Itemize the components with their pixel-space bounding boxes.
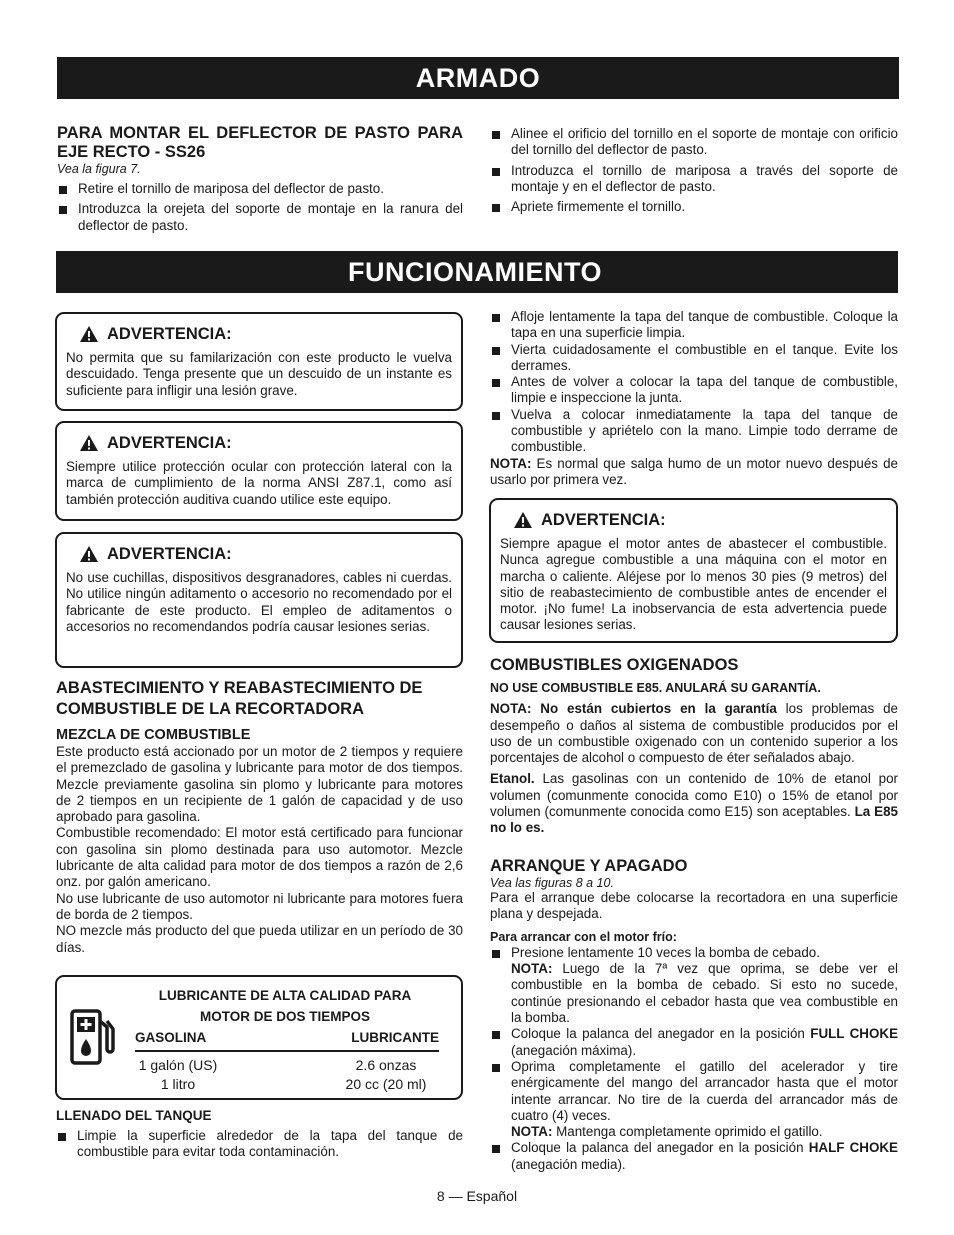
frio-step-2-bold: FULL CHOKE	[810, 1026, 899, 1042]
list-item: Apriete firmemente el tornillo.	[490, 199, 898, 215]
warning-text: No permita que su familarización con este producto le vuelva descuidado. Tenga presente que un descuido de un instante es suficiente para infligir una lesión grave.	[66, 350, 452, 398]
mezcla-paragraph-1: Este producto está accionado por un motor de 2 tiempos y requiere el premezclado de gasolina y lubricante para motor de dos tiempos. Mezcle previamente gasolina sin plomo y lubricante para motores de 2 tiempos en un recipiente de 1 galón de capacidad y de uso aprobado para gasolina.	[56, 744, 463, 825]
mezcla-paragraph-2: Combustible recomendado: El motor está certificado para funcionar con gasolina sin plomo destinada para uso automotor. Mezcle lubricante de alta calidad para motor de dos tiempos a razón de 2,6 onz. por galón americano.	[56, 825, 463, 890]
warning-box-1	[55, 312, 463, 411]
armado-right-column	[490, 126, 898, 215]
nota-label: NOTA:	[511, 961, 553, 977]
fuel-table-col-lubricante: LUBRICANTE	[351, 1030, 439, 1045]
fuel-pump-icon	[69, 1007, 117, 1067]
armado-left-column	[57, 124, 463, 234]
fuel-steps-list	[490, 309, 898, 456]
fuel-right-column	[490, 309, 898, 488]
etanol-label: Etanol.	[490, 771, 535, 787]
llenado-list	[56, 1128, 463, 1161]
mezcla-heading: MEZCLA DE COMBUSTIBLE	[56, 727, 251, 743]
list-item	[490, 1026, 898, 1059]
warning-box-2	[55, 421, 463, 521]
fuel-table-title-line-1: LUBRICANTE DE ALTA CALIDAD PARA	[158, 988, 412, 1003]
frio-step-3: Oprima completamente el gatillo del acelerador y tire enérgicamente del mango del arrancador hasta que el motor intente arrancar. No tire de la cuerda del arrancador más de cuatro (4) veces.	[511, 1058, 898, 1123]
fuel-table-col-gasolina: GASOLINA	[135, 1030, 207, 1045]
fuel-left-column	[56, 678, 463, 956]
warning-header	[79, 325, 452, 343]
warning-box-4	[489, 498, 898, 643]
warning-header	[79, 545, 452, 563]
warning-triangle-icon	[79, 434, 99, 452]
frio-step-2-end: (anegación máxima).	[511, 1042, 637, 1058]
armado-see-figure: Vea la figura 7.	[57, 162, 141, 176]
armado-right-list	[490, 126, 898, 215]
fuel-table-title	[132, 985, 438, 1027]
arranque-section	[490, 857, 898, 1173]
fuel-table-title-line-2: MOTOR DE DOS TIEMPOS	[199, 1009, 370, 1024]
warning-box-3	[55, 532, 463, 668]
page-footer: 8 — Español	[436, 1188, 518, 1204]
warning-triangle-icon	[79, 325, 99, 343]
warning-header	[513, 511, 887, 529]
arranque-paragraph: Para el arranque debe colocarse la recortadora en una superficie plana y despejada.	[490, 890, 898, 922]
list-item: Limpie la superficie alrededor de la tapa del tanque de combustible para evitar toda contaminación.	[56, 1128, 463, 1161]
warning-label: ADVERTENCIA:	[541, 510, 666, 529]
etanol-text: Las gasolinas con un contenido de 10% de etanol por volumen (comunmente conocida como E10) o 15% de etanol por volumen (comunmente conocida como E15) son aceptables.	[490, 771, 898, 820]
warning-label: ADVERTENCIA:	[107, 324, 232, 343]
llenado-section	[56, 1107, 463, 1161]
abastecimiento-heading: ABASTECIMIENTO Y REABASTECIMIENTO DE COMBUSTIBLE DE LA RECORTADORA	[56, 679, 423, 718]
funcionamiento-banner	[56, 251, 898, 293]
warning-header	[79, 434, 452, 452]
llenado-heading: LLENADO DEL TANQUE	[56, 1108, 212, 1123]
list-item: Vierta cuidadosamente el combustible en el tanque. Evite los derrames.	[490, 342, 898, 375]
list-item: Introduzca la orejeta del soporte de montaje en la ranura del deflector de pasto.	[57, 201, 463, 234]
frio-step-3-nota	[511, 1124, 898, 1140]
nota-text: Mantenga completamente oprimido el gatillo.	[552, 1124, 823, 1140]
funcionamiento-title: FUNCIONAMIENTO	[348, 256, 602, 287]
warning-text: Siempre apague el motor antes de abastecer el combustible. Nunca agregue combustible a una máquina con el motor en marcha o caliente. Aléjese por lo menos 30 pies (9 metros) del sitio de reabastecimiento de combustible antes de encender el motor. ¡No fume! La inobservancia de esta advertencia puede causar lesiones serias.	[500, 536, 887, 633]
oxigenados-nota-text: los problemas de desempeño o daños al sistema de combustible producidos por el uso de un combustible oxigenado con un contenido superior a los porcentajes de alcohol o compuesto de éter señalados abajo.	[490, 701, 898, 766]
list-item: Afloje lentamente la tapa del tanque de combustible. Coloque la tapa en una superficie limpia.	[490, 309, 898, 342]
arranque-heading: ARRANQUE Y APAGADO	[490, 857, 688, 875]
frio-step-4-bold: HALF CHOKE	[808, 1140, 898, 1156]
fuel-mix-table	[55, 975, 463, 1100]
nota-text: Es normal que salga humo de un motor nuevo después de usarlo por primera vez.	[490, 455, 898, 487]
oxigenados-heading: COMBUSTIBLES OXIGENADOS	[490, 656, 739, 674]
mezcla-paragraph-3: No use lubricante de uso automotor ni lubricante para motores fuera de borda de 2 tiempos.	[56, 890, 463, 922]
list-item	[490, 945, 898, 1026]
frio-step-1-nota	[511, 961, 898, 1026]
nota-label: NOTA:	[511, 1124, 553, 1140]
frio-step-4-end: (anegación media).	[511, 1156, 626, 1172]
frio-heading: Para arrancar con el motor frío:	[490, 929, 677, 944]
list-item	[490, 1140, 898, 1173]
warning-text: Siempre utilice protección ocular con protección lateral con la marca de cumplimiento de la norma ANSI Z87.1, como así también protección auditiva cuando utilice este equipo.	[66, 459, 452, 507]
armado-heading: PARA MONTAR EL DEFLECTOR DE PASTO PARA EJE RECTO - SS26	[57, 124, 463, 161]
etanol-paragraph	[490, 771, 898, 836]
frio-step-4-text: Coloque la palanca del anegador en la posición	[511, 1140, 809, 1156]
list-item: Vuelva a colocar inmediatamente la tapa del tanque de combustible y apriételo con la mano. Limpie todo derrame de combustible.	[490, 407, 898, 456]
fuel-table-lubricante-values	[333, 1056, 439, 1094]
etanol-end: La E85 no lo es.	[490, 804, 898, 836]
armado-banner: ARMADO	[57, 57, 899, 99]
oxigenados-nota	[490, 701, 898, 766]
mezcla-paragraph-4: NO mezcle más producto del que pueda utilizar en un período de 30 días.	[56, 923, 463, 955]
nota-label: NOTA:	[490, 455, 532, 471]
fuel-table-header	[135, 1030, 439, 1052]
nota-smoke	[490, 456, 898, 489]
fuel-table-gasolina-values	[133, 1056, 223, 1094]
list-item: Retire el tornillo de mariposa del deflector de pasto.	[57, 181, 463, 197]
table-cell: 1 litro	[160, 1076, 196, 1092]
list-item: Antes de volver a colocar la tapa del tanque de combustible, limpie e inspeccione la junta.	[490, 374, 898, 407]
warning-triangle-icon	[513, 511, 533, 529]
list-item	[490, 1059, 898, 1140]
e85-warning: NO USE COMBUSTIBLE E85. ANULARÁ SU GARANTÍA.	[490, 681, 821, 695]
list-item: Introduzca el tornillo de mariposa a través del soporte de montaje y en el deflector de pasto.	[490, 163, 898, 196]
frio-step-1: Presione lentamente 10 veces la bomba de cebado.	[511, 944, 820, 960]
list-item: Alinee el orificio del tornillo en el soporte de montaje con orificio del tornillo del deflector de pasto.	[490, 126, 898, 159]
table-cell: 1 galón (US)	[138, 1057, 218, 1073]
frio-step-2-text: Coloque la palanca del anegador en la posición	[511, 1026, 811, 1042]
frio-steps-list	[490, 945, 898, 1173]
table-cell: 2.6 onzas	[355, 1057, 417, 1073]
arranque-see-figures: Vea las figuras 8 a 10.	[490, 876, 614, 890]
warning-label: ADVERTENCIA:	[107, 433, 232, 452]
warning-text: No use cuchillas, dispositivos desgranadores, cables ni cuerdas. No utilice ningún aditamento o accesorio no recomendado por el fabricante de este producto. El empleo de aditamentos o accesorios no recomendandos podría causar lesiones serias.	[66, 570, 452, 634]
table-cell: 20 cc (20 ml)	[345, 1076, 427, 1092]
warning-label: ADVERTENCIA:	[107, 544, 232, 563]
nota-text: Luego de la 7ª vez que oprima, se debe ver el combustible en la bomba de cebado. Si esto no sucede, continúe presionando el cebador hasta que vea combustible en la bomba.	[511, 961, 898, 1026]
oxigenados-nota-label: NOTA: No están cubiertos en la garantía	[490, 701, 777, 717]
warning-triangle-icon	[79, 545, 99, 563]
armado-left-list	[57, 181, 463, 234]
oxigenados-section	[490, 656, 898, 837]
